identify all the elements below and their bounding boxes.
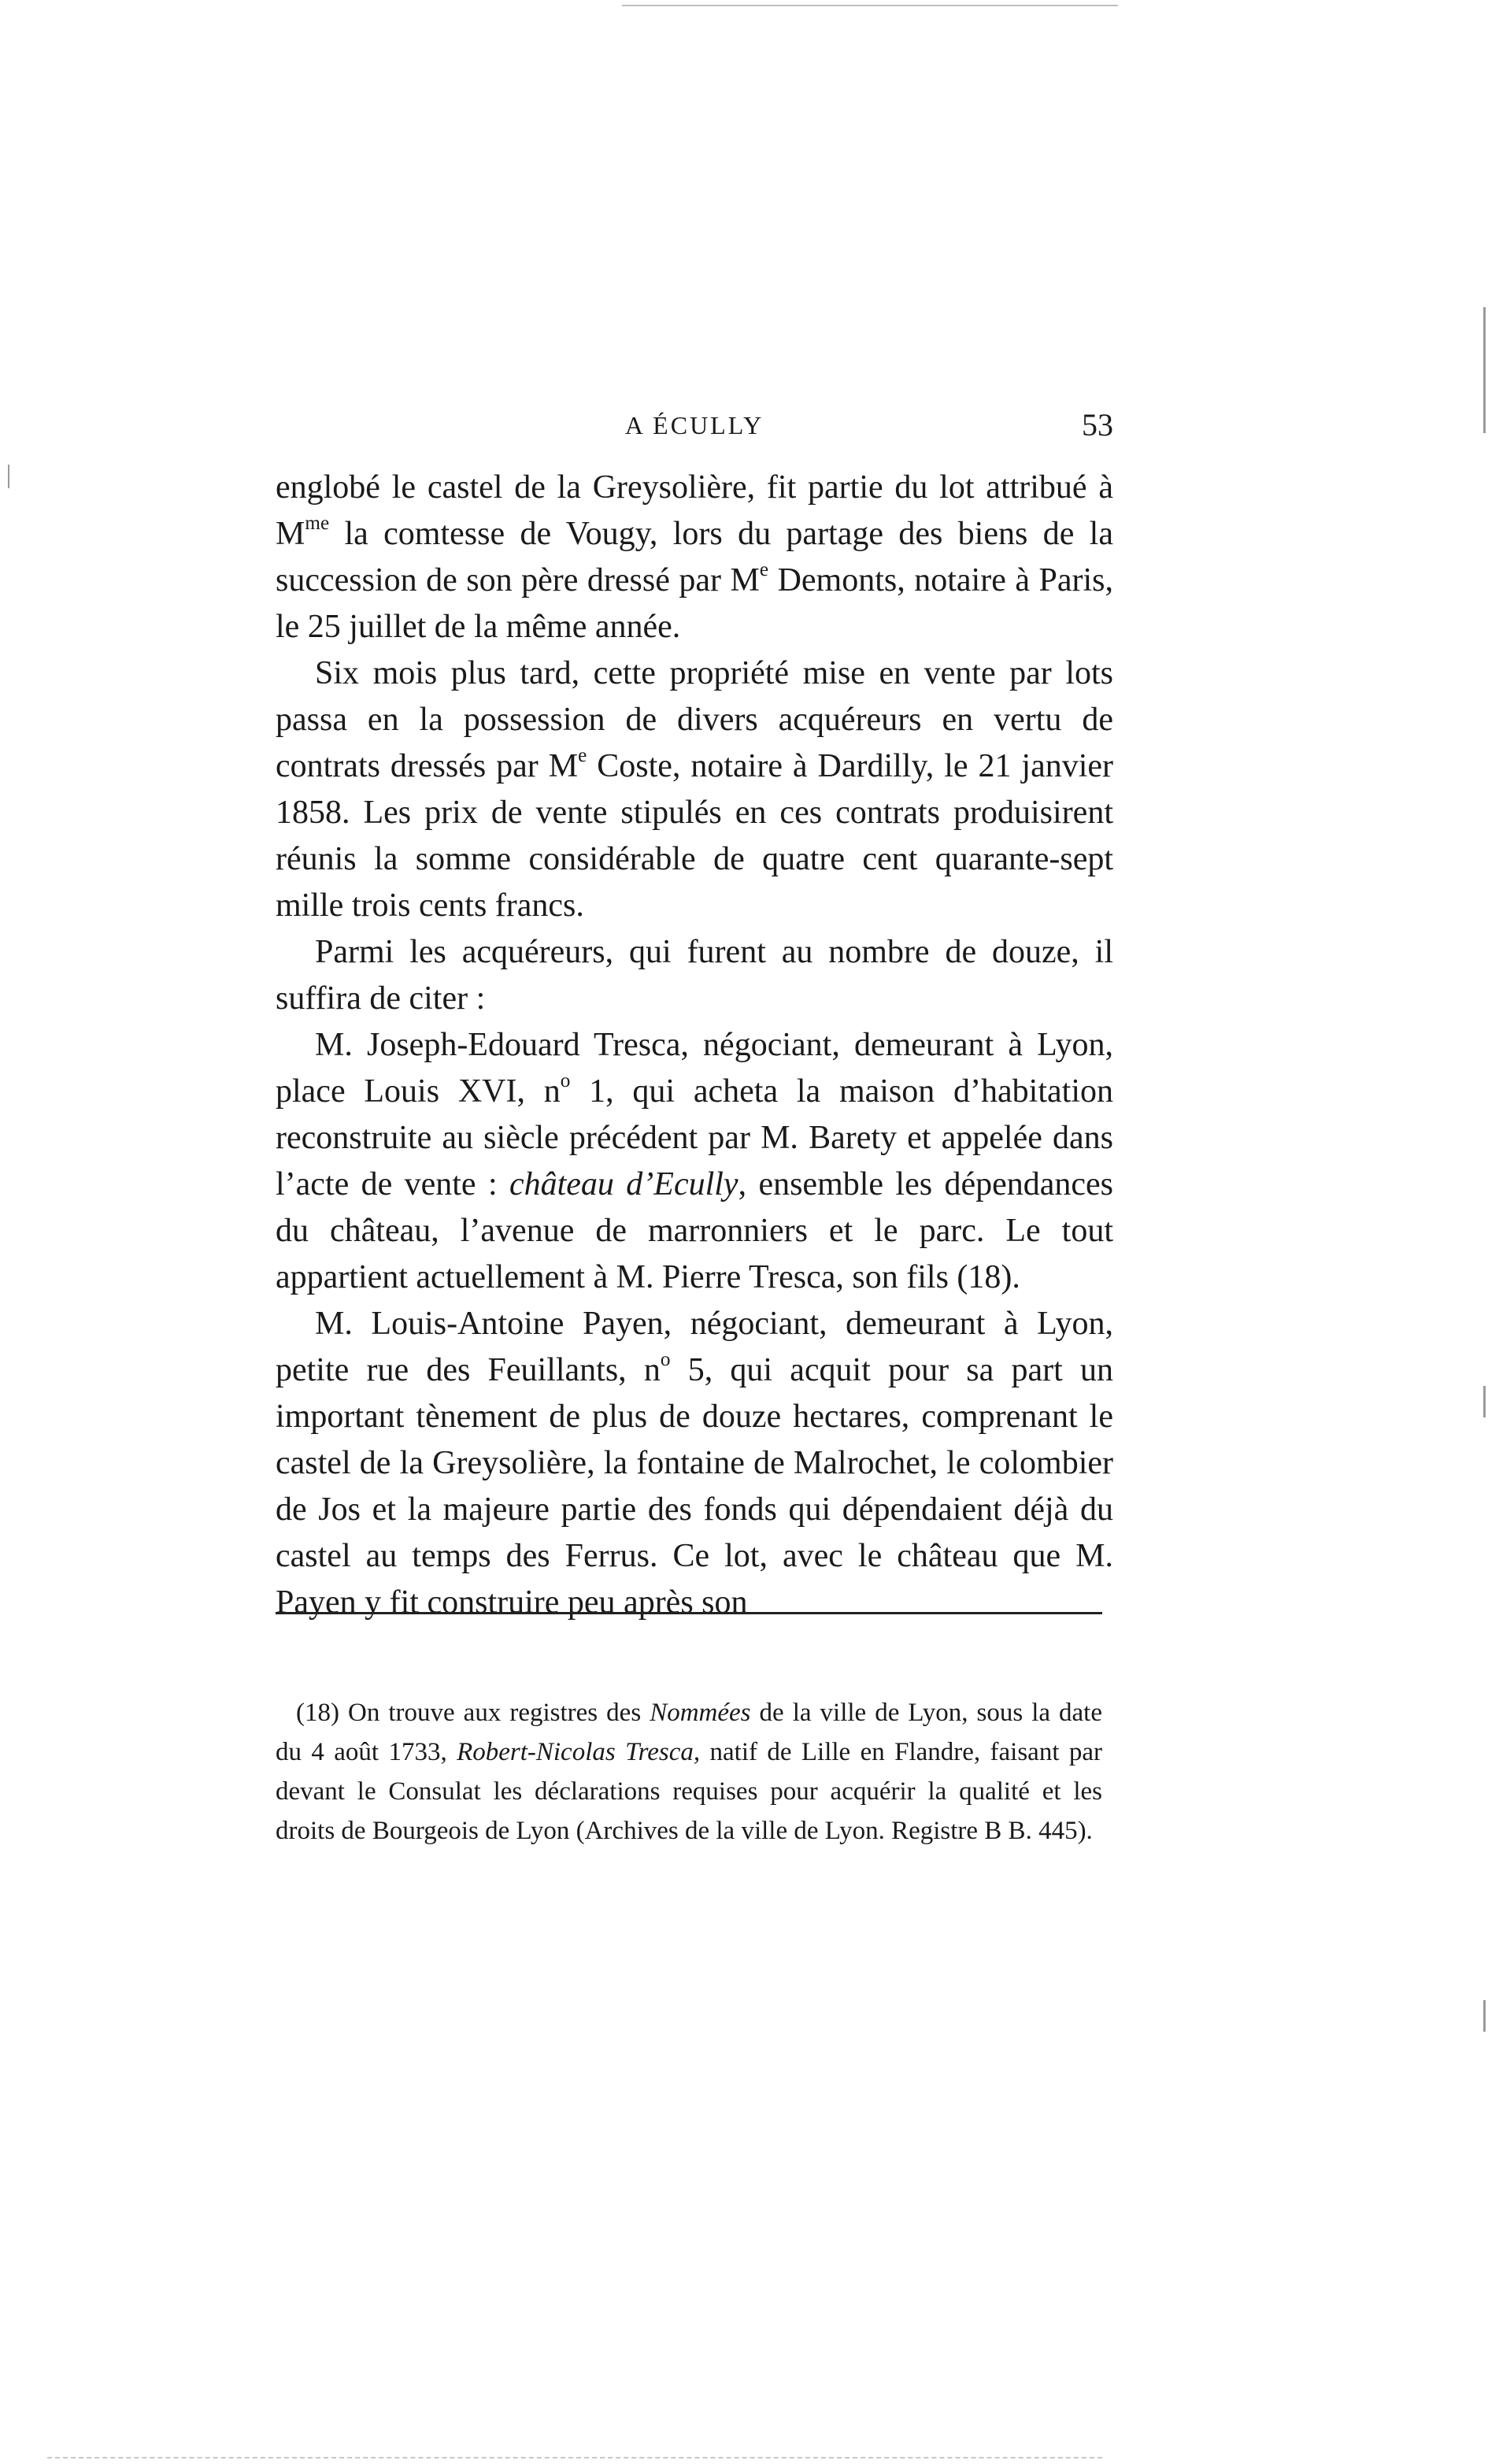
paragraph-1-part-b: la comtesse de Vougy, lors du partage des biens de la succession de son père dressé par M [276, 516, 1113, 598]
footnote-italic-name: Robert-Nicolas Tresca, [457, 1738, 701, 1766]
paragraph-4 [276, 1022, 1113, 1301]
superscript-e: e [578, 745, 587, 767]
paragraph-5-part-b: 5, qui acquit pour sa part un important tènement de plus de douze hectares, comprenant le castel de la Greysolière, la fontaine de Malrochet, le colombier de Jos et la majeure partie des fonds qui dépendaient déjà du castel au temps des Ferrus. Ce lot, avec le château que M. Payen y fit construire peu après son [276, 1352, 1113, 1621]
footnote-separator [276, 1612, 1102, 1614]
paragraph-2-part-b: Coste, notaire à Dardilly, le 21 janvier 1858. Les prix de vente stipulés en ces contrats produisirent réunis la somme considérable de quatre cent quarante-sept mille trois cents francs. [276, 748, 1114, 924]
footnote-part-b: de la ville de Lyon, sous la date du 4 août 1733, [276, 1699, 1102, 1766]
running-title: A ÉCULLY [624, 411, 764, 439]
footnote-part-a: (18) On trouve aux registres des [296, 1699, 650, 1727]
italic-chateau-name: château d’Ecully [509, 1166, 738, 1202]
scan-edge-bottom-line [47, 2457, 1102, 2458]
page-number: 53 [1082, 407, 1113, 443]
paragraph-1-part-c: Demonts, notaire à Paris, le 25 juillet de la même année. [276, 562, 1113, 645]
scan-edge-mark-right-2 [1483, 1386, 1486, 1417]
paragraph-2-part-a: Six mois plus tard, cette propriété mise en vente par lots passa en la possession de divers acquéreurs en vertu de contrats dressés par M [276, 655, 1113, 784]
scan-edge-mark-right-1 [1483, 307, 1486, 433]
footnote-18 [276, 1693, 1102, 1851]
paragraph-4-part-b: 1, qui acheta la maison d’habitation reconstruite au siècle précédent par M. Barety et appelée dans l’acte de vente : [276, 1073, 1113, 1202]
scan-edge-mark-right-3 [1483, 2000, 1486, 2032]
paragraph-2 [276, 650, 1113, 929]
superscript-e: e [759, 559, 769, 581]
superscript-me: me [305, 513, 330, 535]
running-head [276, 406, 1113, 445]
paragraph-4-part-a: M. Joseph-Edouard Tresca, négociant, demeurant à Lyon, place Louis XVI, n [276, 1027, 1113, 1110]
main-text [276, 465, 1113, 1626]
scan-edge-top-line [622, 5, 1118, 6]
scan-edge-mark-left [8, 465, 9, 488]
footnote-italic-nommees: Nommées [650, 1699, 751, 1727]
paragraph-5 [276, 1301, 1113, 1626]
footnote-part-c: natif de Lille en Flandre, faisant par devant le Consulat les déclarations requises pour acquérir la qualité et les droits de Bourgeois de Lyon (Archives de la ville de Lyon. Registre B B. 445). [276, 1738, 1102, 1845]
paragraph-1-part-a: englobé le castel de la Greysolière, fit partie du lot attribué à M [276, 469, 1113, 552]
paragraph-4-part-c: , ensemble les dépendances du château, l’avenue de marronniers et le parc. Le tout appartient actuellement à M. Pierre Tresca, son fils (18). [276, 1166, 1113, 1295]
superscript-o: o [660, 1349, 671, 1371]
paragraph-1 [276, 465, 1113, 650]
footnotes [276, 1693, 1102, 1851]
paragraph-3: Parmi les acquéreurs, qui furent au nombre de douze, il suffira de citer : [276, 934, 1113, 1017]
paragraph-5-part-a: M. Louis-Antoine Payen, négociant, demeurant à Lyon, petite rue des Feuillants, n [276, 1306, 1113, 1388]
superscript-o: o [560, 1070, 571, 1092]
